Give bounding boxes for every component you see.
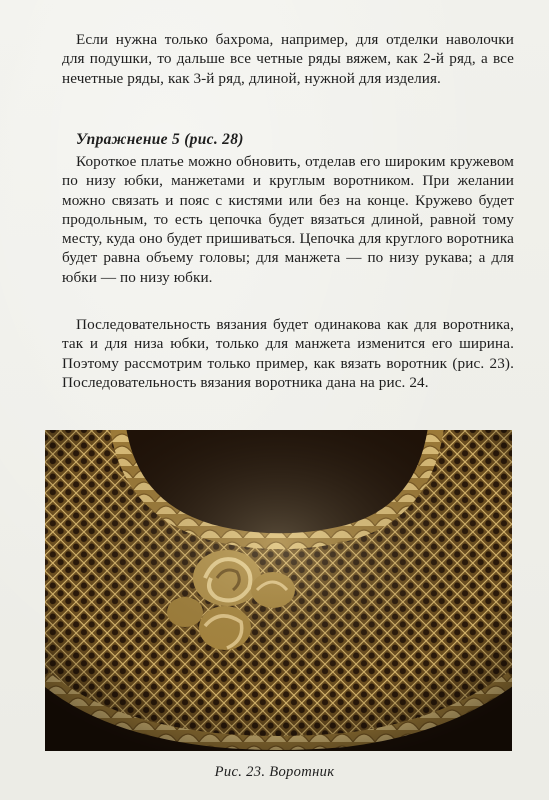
figure-caption: Рис. 23. Воротник bbox=[214, 764, 335, 780]
exercise-body bbox=[62, 152, 514, 287]
collar-lace-illustration bbox=[45, 430, 512, 751]
exercise-paragraph-1: Короткое платье можно обновить, отделав его широким кружевом по низу юбки, манжетами и круглым воротником. При желании можно связать и пояс с кистями или без на конце. Кружево будет продольным, то есть цепочка будет вязаться длиной, равной тому месту, куда оно будет пришиваться. Цепочка для круглого воротника будет равна объему головы; для манжета — по низу рукава; а для юбки — по низу юбки. bbox=[62, 153, 514, 286]
exercise-paragraph-2: Последовательность вязания будет одинакова как для воротника, так и для низа юбки, только для манжета изменится его ширина. Поэтому рассмотрим только пример, как вязать воротник (рис. 23). Последовательность вязания воротника дана на рис. 24. bbox=[62, 316, 514, 391]
intro-paragraph: Если нужна только бахрома, например, для отделки наволочки для подушки, то дальше все четные ряды вяжем, как 2-й ряд, а все нечетные ряды, как 3-й ряд, длиной, нужной для изделия. bbox=[62, 31, 514, 87]
collar-photo bbox=[45, 430, 512, 751]
sequence-body bbox=[62, 315, 514, 392]
photo-shading bbox=[45, 430, 512, 751]
exercise-heading: Упражнение 5 (рис. 28) bbox=[76, 131, 244, 148]
intro-text bbox=[62, 30, 514, 88]
